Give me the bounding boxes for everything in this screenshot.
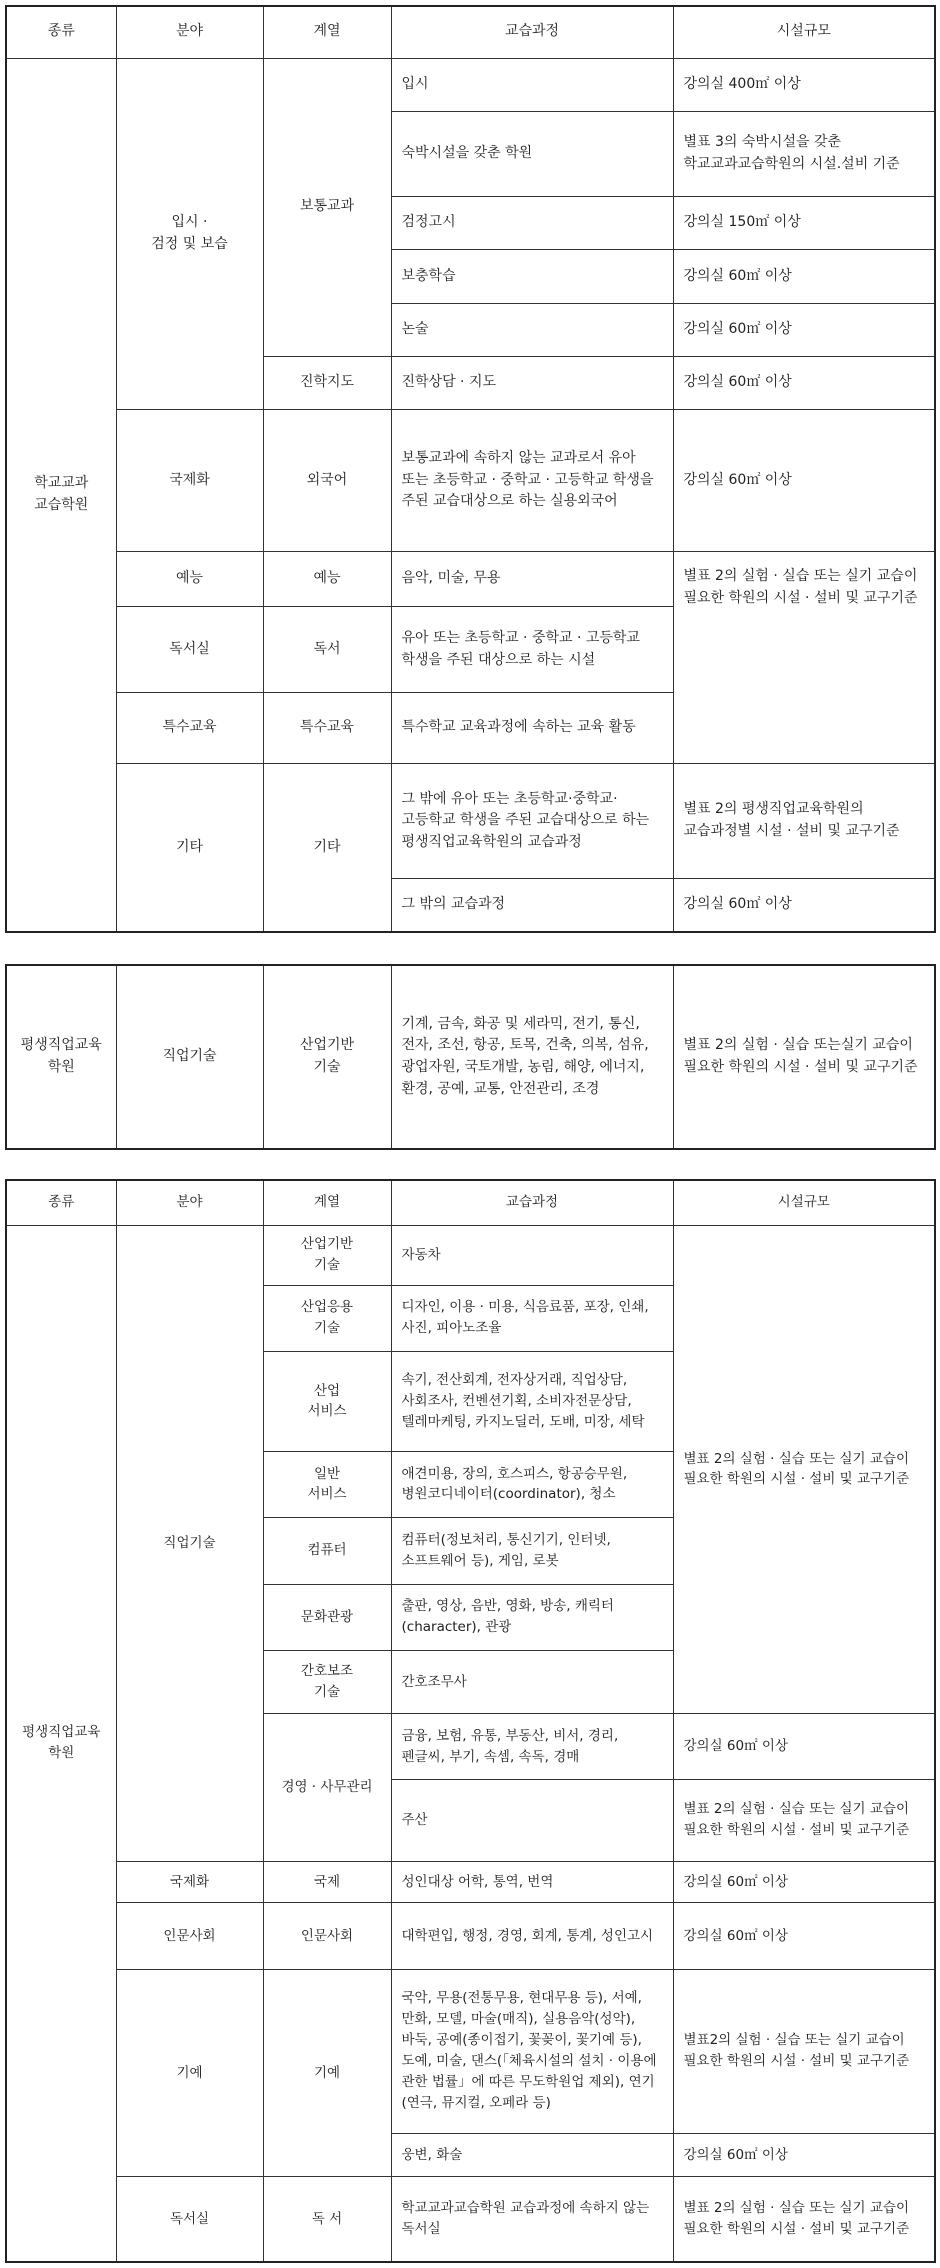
field-cell: 기예 [116,1969,263,2177]
series-cell: 인문사회 [263,1903,391,1969]
course-cell: 보충학습 [391,250,673,303]
series-cell: 산업응용 기술 [263,1285,391,1351]
course-cell: 웅변, 화술 [391,2133,673,2177]
series-cell: 컴퓨터 [263,1518,391,1584]
facility-cell: 별표2의 실험 · 실습 또는 실기 교습이 필요한 학원의 시설 · 설비 및 교구기준 [673,1969,935,2133]
course-cell: 자동차 [391,1225,673,1285]
course-cell: 대학편입, 행정, 경영, 회계, 통계, 성인고시 [391,1903,673,1969]
header-kind: 종류 [6,1180,116,1225]
header-series: 계열 [263,1180,391,1225]
course-cell: 디자인, 이용 · 미용, 식음료품, 포장, 인쇄, 사진, 피아노조율 [391,1285,673,1351]
field-cell: 독서실 [116,607,263,693]
series-cell: 독 서 [263,2177,391,2262]
series-cell: 문화관광 [263,1584,391,1650]
field-cell: 국제화 [116,1861,263,1903]
course-cell: 유아 또는 초등학교 · 중학교 · 고등학교 학생을 주된 대상으로 하는 시설 [391,607,673,693]
series-cell: 국제 [263,1861,391,1903]
facility-cell: 별표 2의 실험 · 실습 또는 실기 교습이 필요한 학원의 시설 · 설비 및 교구기준 [673,1225,935,1714]
course-cell: 출판, 영상, 음반, 영화, 방송, 캐릭터(character), 관광 [391,1584,673,1650]
course-cell: 그 밖의 교습과정 [391,879,673,932]
course-cell: 논술 [391,303,673,356]
course-cell: 진학상담 · 지도 [391,356,673,409]
table-lifelong-vocational-industrial [5,964,936,1150]
series-cell: 경영 · 사무관리 [263,1714,391,1861]
series-cell: 산업기반 기술 [263,965,391,1149]
series-cell: 간호보조 기술 [263,1651,391,1714]
course-cell: 컴퓨터(정보처리, 통신기기, 인터넷, 소프트웨어 등), 게임, 로봇 [391,1518,673,1584]
field-cell: 직업기술 [116,1225,263,1861]
course-cell: 간호조무사 [391,1651,673,1714]
kind-cell: 평생직업교육 학원 [6,1225,116,2262]
field-cell: 특수교육 [116,693,263,764]
facility-cell: 별표 2의 실험 · 실습 또는 실기 교습이 필요한 학원의 시설 · 설비 및 교구기준 [673,551,935,763]
facility-cell: 강의실 60㎡ 이상 [673,1861,935,1903]
header-facility: 시설규모 [673,1180,935,1225]
header-series: 계열 [263,6,391,58]
course-cell: 그 밖에 유아 또는 초등학교·중학교·고등학교 학생을 주된 교습대상으로 하는 평생직업교육학원의 교습과정 [391,764,673,879]
kind-cell: 학교교과 교습학원 [6,58,116,932]
facility-cell: 강의실 60㎡ 이상 [673,1903,935,1969]
series-cell: 일반 서비스 [263,1451,391,1517]
course-cell: 금융, 보험, 유통, 부동산, 비서, 경리, 펜글씨, 부기, 속셈, 속독, 경매 [391,1714,673,1779]
course-cell: 검정고시 [391,196,673,249]
series-cell: 독서 [263,607,391,693]
facility-cell: 강의실 60㎡ 이상 [673,303,935,356]
facility-cell: 별표 2의 실험 · 실습 또는 실기 교습이 필요한 학원의 시설 · 설비 및 교구기준 [673,1779,935,1861]
series-cell: 기타 [263,764,391,932]
series-cell: 기예 [263,1969,391,2177]
field-cell: 독서실 [116,2177,263,2262]
facility-cell: 별표 2의 실험 · 실습 또는 실기 교습이 필요한 학원의 시설 · 설비 및 교구기준 [673,2177,935,2262]
series-cell: 보통교과 [263,58,391,356]
header-curriculum: 교습과정 [391,6,673,58]
facility-cell: 강의실 60㎡ 이상 [673,356,935,409]
course-cell: 속기, 전산회계, 전자상거래, 직업상담, 사회조사, 컨벤션기획, 소비자전문상담, 텔레마케팅, 카지노딜러, 도배, 미장, 세탁 [391,1352,673,1452]
facility-cell: 강의실 60㎡ 이상 [673,250,935,303]
course-cell: 성인대상 어학, 통역, 번역 [391,1861,673,1903]
field-cell: 국제화 [116,410,263,552]
series-cell: 산업 서비스 [263,1352,391,1452]
header-kind: 종류 [6,6,116,58]
field-cell: 인문사회 [116,1903,263,1969]
facility-cell: 강의실 60㎡ 이상 [673,410,935,552]
field-cell: 기타 [116,764,263,932]
course-cell: 애견미용, 장의, 호스피스, 항공승무원, 병원코디네이터(coordinator), 청소 [391,1451,673,1517]
header-field: 분야 [116,1180,263,1225]
course-cell: 숙박시설을 갖춘 학원 [391,111,673,196]
course-cell: 보통교과에 속하지 않는 교과로서 유아 또는 초등학교 · 중학교 · 고등학교 학생을 주된 교습대상으로 하는 실용외국어 [391,410,673,552]
course-cell: 음악, 미술, 무용 [391,551,673,606]
course-cell: 기계, 금속, 화공 및 세라믹, 전기, 통신, 전자, 조선, 항공, 토목, 건축, 의복, 섬유, 광업자원, 국토개발, 농림, 해양, 에너지, 환경, 공예, 교통, 안전관리, 조경 [391,965,673,1149]
facility-cell: 강의실 60㎡ 이상 [673,1714,935,1779]
header-curriculum: 교습과정 [391,1180,673,1225]
series-cell: 외국어 [263,410,391,552]
facility-cell: 강의실 60㎡ 이상 [673,879,935,932]
course-cell: 주산 [391,1779,673,1861]
course-cell: 학교교과교습학원 교습과정에 속하지 않는 독서실 [391,2177,673,2262]
facility-cell: 강의실 400㎡ 이상 [673,58,935,111]
field-cell: 직업기술 [116,965,263,1149]
course-cell: 국악, 무용(전통무용, 현대무용 등), 서예, 만화, 모델, 마술(매직), 실용음악(성악), 바둑, 공예(종이접기, 꽃꽂이, 꽃기예 등), 도예, 미술, 댄스(「체육시설의 설치 · 이용에 관한 법률」에 따른 무도학원업 제외), 연기(연극, 뮤지컬, 오페라 등) [391,1969,673,2133]
header-facility: 시설규모 [673,6,935,58]
series-cell: 특수교육 [263,693,391,764]
kind-cell: 평생직업교육 학원 [6,965,116,1149]
field-cell: 예능 [116,551,263,606]
table-lifelong-vocational-academy [5,1179,936,2263]
series-cell: 산업기반 기술 [263,1225,391,1285]
facility-cell: 별표 2의 평생직업교육학원의 교습과정별 시설 · 설비 및 교구기준 [673,764,935,879]
field-cell: 입시 · 검정 및 보습 [116,58,263,410]
facility-cell: 별표 2의 실험 · 실습 또는실기 교습이 필요한 학원의 시설 · 설비 및 교구기준 [673,965,935,1149]
facility-cell: 강의실 60㎡ 이상 [673,2133,935,2177]
series-cell: 예능 [263,551,391,606]
series-cell: 진학지도 [263,356,391,409]
header-field: 분야 [116,6,263,58]
facility-cell: 별표 3의 숙박시설을 갖춘 학교교과교습학원의 시설.설비 기준 [673,111,935,196]
course-cell: 특수학교 교육과정에 속하는 교육 활동 [391,693,673,764]
facility-cell: 강의실 150㎡ 이상 [673,196,935,249]
table-academy-school-subjects [5,5,936,933]
course-cell: 입시 [391,58,673,111]
